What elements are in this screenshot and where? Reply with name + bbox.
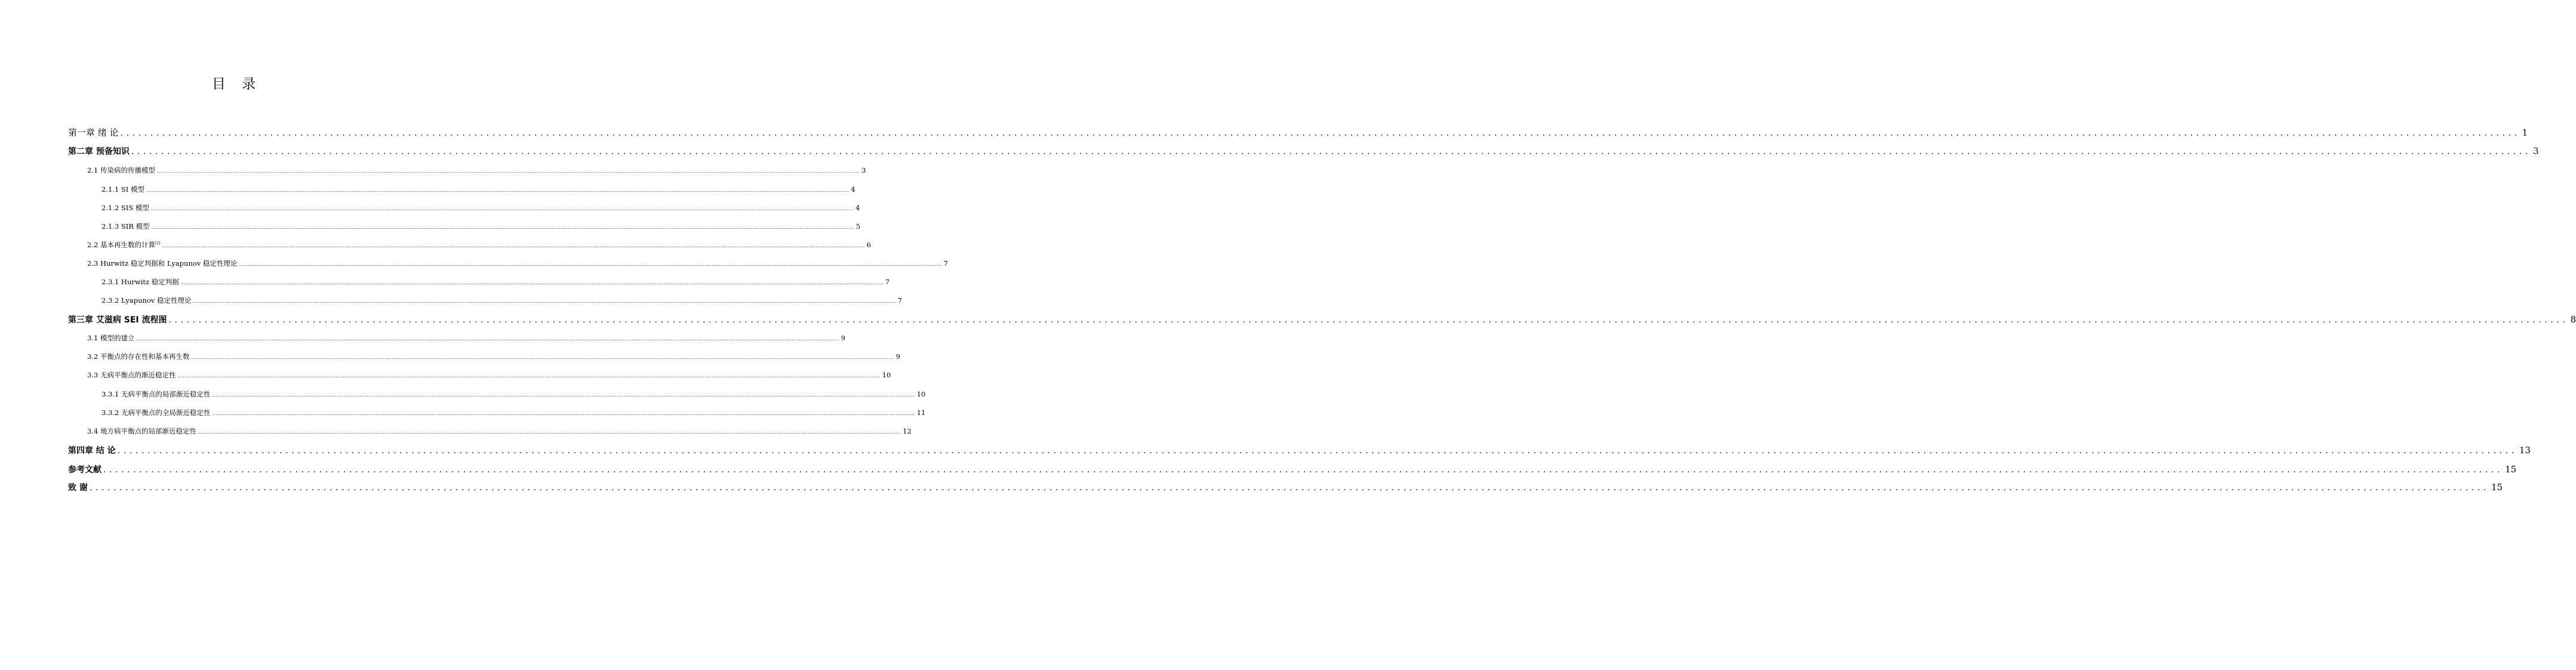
toc-page-number: 10 (882, 371, 891, 379)
dot-leader: ................................................................................................................................................................................................................................................................................................................................................................................................................ (239, 262, 942, 267)
toc-entry-text: 3.1 模型的建立 (87, 334, 135, 342)
toc-entry-2-2[interactable] (87, 240, 871, 250)
toc-page-number: 5 (855, 222, 861, 230)
toc-entry-3-3-1[interactable] (101, 389, 926, 399)
toc-entry-2-1[interactable] (87, 165, 866, 175)
toc-entry-chapter-1[interactable] (68, 126, 2528, 139)
toc-page-number: 9 (841, 334, 845, 342)
toc-page-number: 7 (885, 278, 890, 286)
dot-leader: ................................................................................................................................................................................................................................................................................................................................................................................................................ (120, 128, 2520, 138)
toc-page-number: 13 (2519, 445, 2531, 456)
toc-page-number: 15 (2505, 464, 2517, 475)
toc-entry-text: 3.3.2 无病平衡点的全局渐近稳定性 (101, 408, 211, 417)
toc-entry-text: 2.1.2 SIS 模型 (101, 204, 149, 212)
dot-leader: ................................................................................................................................................................................................................................................................................................................................................................................................................ (198, 429, 901, 435)
dot-leader: ................................................................................................................................................................................................................................................................................................................................................................................................................ (117, 446, 2517, 456)
dot-leader: ................................................................................................................................................................................................................................................................................................................................................................................................................ (168, 315, 2569, 325)
toc-entry-chapter-3[interactable] (68, 314, 2576, 325)
toc-entry-text: 3.3.1 无病平衡点的局部渐近稳定性 (101, 390, 211, 398)
toc-entry-3-1[interactable] (87, 333, 845, 343)
toc-entry-text: 第一章 绪 论 (68, 127, 119, 138)
dot-leader: ................................................................................................................................................................................................................................................................................................................................................................................................................ (151, 225, 854, 230)
toc-page-number: 4 (851, 185, 855, 193)
citation-superscript: [2] (155, 241, 161, 246)
toc-entry-references[interactable] (68, 463, 2517, 475)
toc-entry-text: 3.4 地方病平衡点的局部渐近稳定性 (87, 427, 196, 435)
toc-entry-2-3-1[interactable] (101, 277, 890, 287)
toc-entry-2-1-2[interactable] (101, 203, 860, 213)
page-title: 目 录 (211, 76, 262, 92)
toc-entry-3-4[interactable] (87, 426, 912, 436)
toc-entry-text: 2.1.1 SI 模型 (101, 185, 144, 193)
toc-entry-text: 2.3 Hurwitz 稳定判据和 Lyapunov 稳定性理论 (87, 259, 238, 268)
toc-entry-text: 第二章 预备知识 (68, 147, 130, 156)
toc-page-number: 12 (903, 427, 912, 435)
toc-entry-text: 2.1 传染病的传播模型 (87, 166, 155, 174)
toc-entry-text: 2.3.2 Lyapunov 稳定性理论 (101, 296, 192, 305)
toc-page-number: 11 (916, 408, 926, 417)
toc-page-number: 15 (2491, 482, 2503, 493)
toc-entry-acknowledgements[interactable] (68, 481, 2503, 493)
toc-page-number: 10 (916, 390, 926, 398)
toc-entry-3-3-2[interactable] (101, 408, 926, 417)
dot-leader: ................................................................................................................................................................................................................................................................................................................................................................................................................ (89, 483, 2489, 493)
toc-page-number: 8 (2570, 314, 2576, 325)
toc-entry-text: 2.3.1 Hurwitz 稳定判据 (101, 278, 179, 286)
dot-leader: ................................................................................................................................................................................................................................................................................................................................................................................................................ (191, 355, 894, 360)
dot-leader: ................................................................................................................................................................................................................................................................................................................................................................................................................ (103, 465, 2504, 475)
dot-leader: ................................................................................................................................................................................................................................................................................................................................................................................................................ (136, 336, 839, 342)
dot-leader: ................................................................................................................................................................................................................................................................................................................................................................................................................ (193, 299, 896, 304)
toc-entry-text: 第三章 艾滋病 SEI 流程图 (68, 315, 167, 325)
dot-leader: ................................................................................................................................................................................................................................................................................................................................................................................................................ (177, 373, 881, 379)
dot-leader: ................................................................................................................................................................................................................................................................................................................................................................................................................ (212, 392, 915, 398)
dot-leader: ................................................................................................................................................................................................................................................................................................................................................................................................................ (162, 243, 865, 248)
toc-entry-text: 第四章 结 论 (68, 446, 116, 456)
toc-entry-3-3[interactable] (87, 370, 891, 380)
toc-page-number: 3 (2532, 146, 2539, 156)
toc-entry-3-2[interactable] (87, 352, 900, 361)
dot-leader: ................................................................................................................................................................................................................................................................................................................................................................................................................ (131, 147, 2531, 156)
toc-entry-text: 3.3 无病平衡点的渐近稳定性 (87, 371, 176, 379)
toc-page-number: 7 (897, 296, 902, 305)
dot-leader: ................................................................................................................................................................................................................................................................................................................................................................................................................ (180, 280, 884, 285)
toc-entry-text: 参考文献 (68, 465, 101, 475)
dot-leader: ................................................................................................................................................................................................................................................................................................................................................................................................................ (146, 188, 850, 193)
toc-page-number: 6 (866, 241, 871, 249)
dot-leader: ................................................................................................................................................................................................................................................................................................................................................................................................................ (212, 411, 915, 416)
toc-page-number: 7 (943, 259, 948, 268)
dot-leader: ................................................................................................................................................................................................................................................................................................................................................................................................................ (156, 168, 860, 174)
dot-leader: ................................................................................................................................................................................................................................................................................................................................................................................................................ (150, 206, 854, 211)
toc-entry-chapter-4[interactable] (68, 444, 2531, 456)
toc-entry-text: 2.1.3 SIR 模型 (101, 222, 150, 230)
toc-page-number: 1 (2522, 127, 2528, 138)
toc-page-number: 3 (861, 166, 866, 174)
toc-entry-text: 3.2 平衡点的存在性和基本再生数 (87, 352, 190, 361)
toc-entry-chapter-2[interactable] (68, 145, 2539, 157)
toc-entry-2-3[interactable] (87, 259, 948, 268)
toc-entry-2-1-1[interactable] (101, 185, 855, 194)
toc-entry-2-1-3[interactable] (101, 222, 861, 231)
toc-entry-2-3-2[interactable] (101, 296, 902, 305)
toc-entry-text: 致 谢 (68, 483, 88, 493)
toc-page-number: 4 (855, 204, 860, 212)
toc-page-number: 9 (895, 352, 900, 361)
toc-entry-text: 2.2 基本再生数的计算[2] (87, 241, 161, 249)
